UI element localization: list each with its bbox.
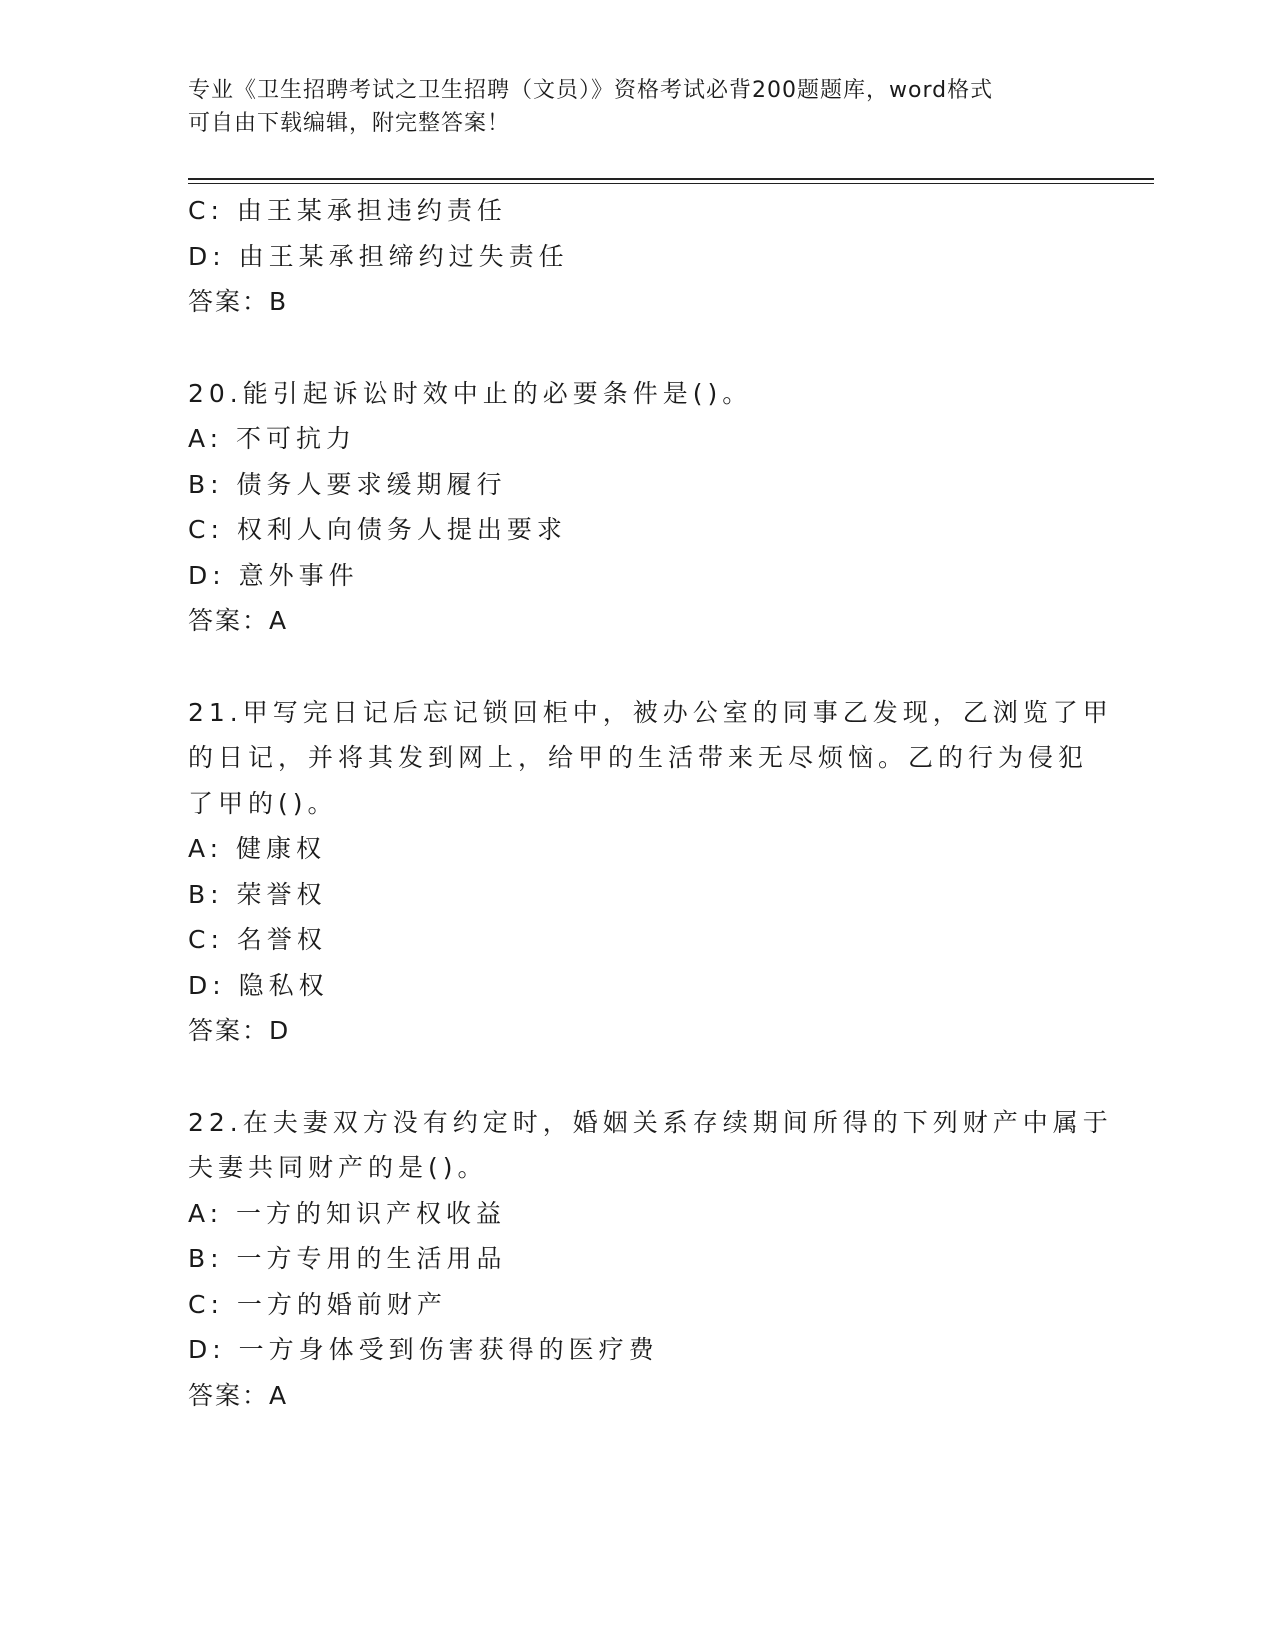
question-text: 20.能引起诉讼时效中止的必要条件是()。 xyxy=(188,378,753,408)
option-a: A: 一方的知识产权收益 xyxy=(188,1198,507,1228)
answer-line: 答案：D xyxy=(188,1016,291,1045)
option-b: B: 荣誉权 xyxy=(188,879,327,909)
option-d: D: 隐私权 xyxy=(188,970,329,1000)
header-title-line-1: 专业《卫生招聘考试之卫生招聘（文员）》资格考试必背200题题库，word格式 xyxy=(188,78,994,103)
question-text-line-3: 了甲的()。 xyxy=(188,788,338,818)
header-divider-thin xyxy=(188,183,1154,184)
question-text-line-1: 22.在夫妻双方没有约定时，婚姻关系存续期间所得的下列财产中属于 xyxy=(188,1107,1113,1137)
answer-line: 答案：A xyxy=(188,1380,289,1410)
answer-line: 答案：B xyxy=(188,287,289,316)
question-text-line-1: 21.甲写完日记后忘记锁回柜中，被办公室的同事乙发现，乙浏览了甲 xyxy=(188,697,1113,727)
option-c: C: 由王某承担违约责任 xyxy=(188,196,507,225)
header-title-line-2: 可自由下载编辑，附完整答案！ xyxy=(188,111,511,136)
question-list xyxy=(188,188,1113,1418)
question-21 xyxy=(188,690,1113,1054)
answer-line: 答案：A xyxy=(188,606,289,635)
question-text-line-2: 夫妻共同财产的是()。 xyxy=(188,1153,488,1182)
option-d: D: 一方身体受到伤害获得的医疗费 xyxy=(188,1335,659,1364)
document-header xyxy=(188,74,1068,140)
header-divider-thick xyxy=(188,178,1154,180)
question-text-line-2: 的日记，并将其发到网上，给甲的生活带来无尽烦恼。乙的行为侵犯 xyxy=(188,743,1089,772)
option-d: D: 由王某承担缔约过失责任 xyxy=(188,241,569,271)
carryover-question xyxy=(188,188,1088,325)
question-22 xyxy=(188,1100,1113,1419)
option-c: C: 权利人向债务人提出要求 xyxy=(188,515,567,544)
option-b: B: 债务人要求缓期履行 xyxy=(188,469,507,499)
option-b: B: 一方专用的生活用品 xyxy=(188,1244,507,1273)
option-c: C: 一方的婚前财产 xyxy=(188,1289,447,1319)
option-a: A: 健康权 xyxy=(188,834,327,863)
question-20 xyxy=(188,371,1088,644)
option-d: D: 意外事件 xyxy=(188,560,359,590)
option-a: A: 不可抗力 xyxy=(188,424,357,453)
option-c: C: 名誉权 xyxy=(188,925,327,954)
